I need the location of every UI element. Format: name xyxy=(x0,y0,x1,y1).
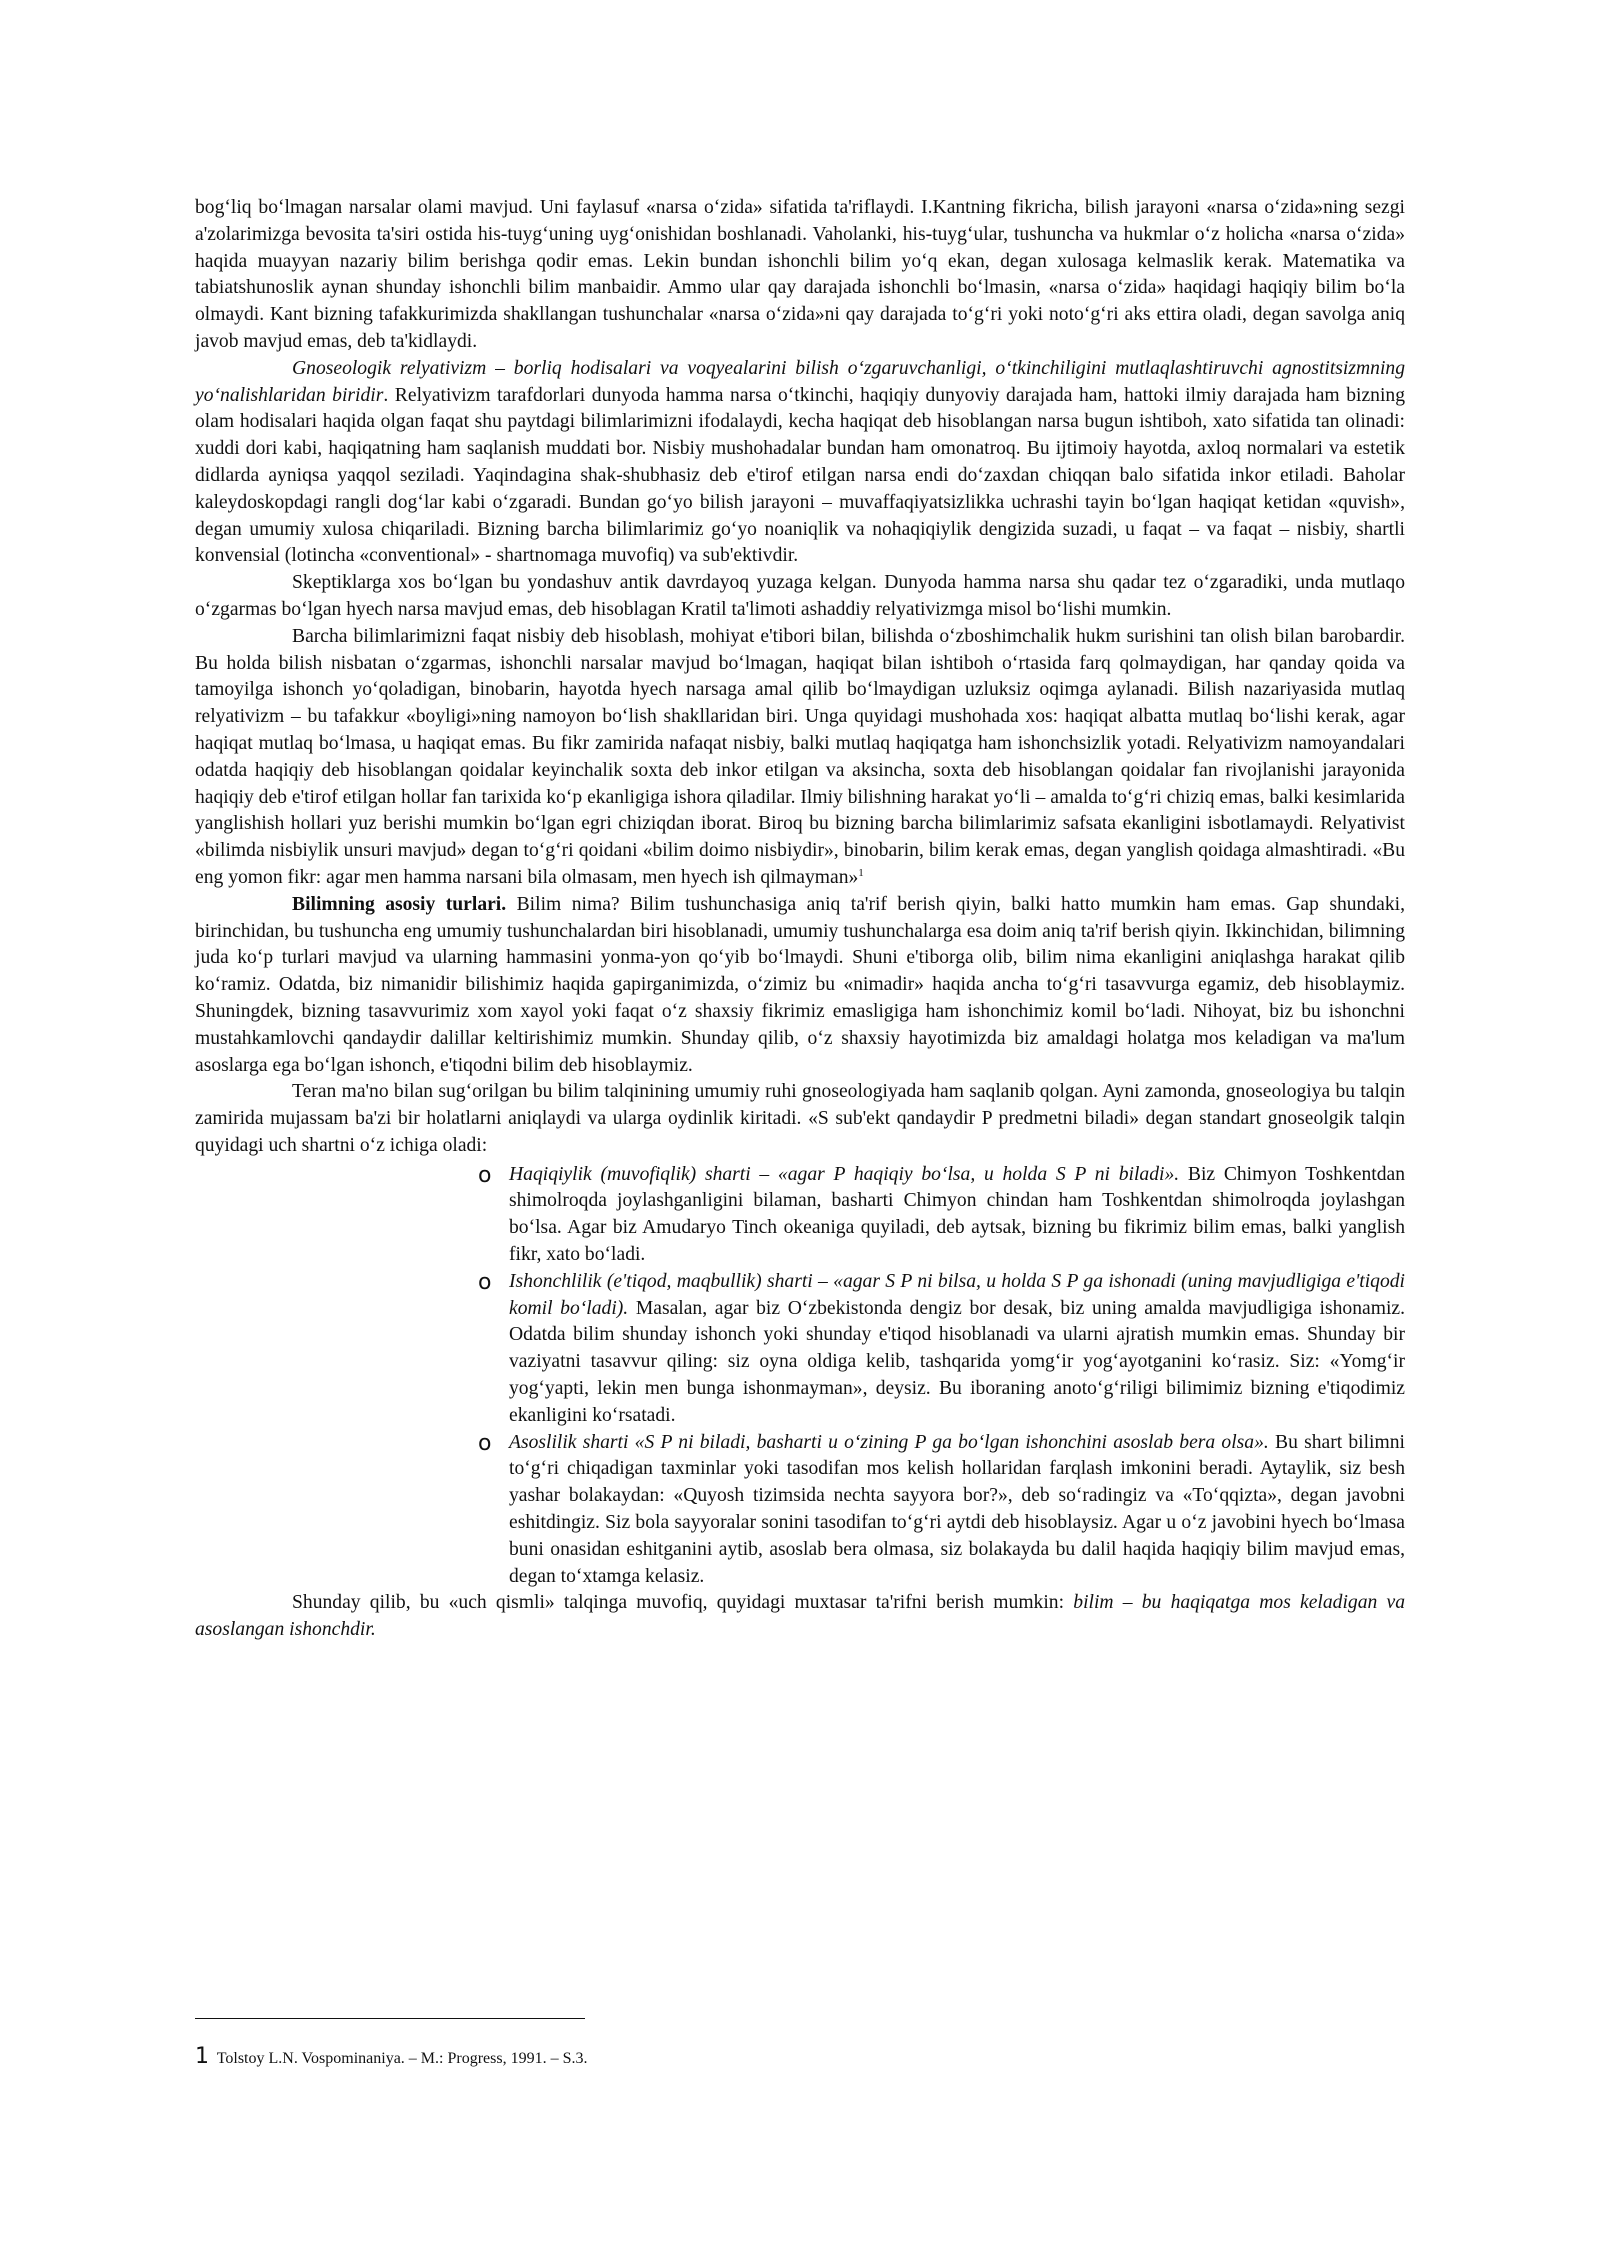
condition-text: Masalan, agar biz O‘zbekistonda dengiz bor desak, biz uning amalda mavjudligiga ishonamiz. Odatda bilim shunday ishonch yoki shunday e'tiqod hisoblanadi va ularni ajratish mumkin emas. Shunday bir vaziyatni tasavvur qiling: siz oyna oldiga kelib, tashqarida yomg‘ir yog‘ayotganini ko‘rasiz. Siz: «Yomg‘ir yog‘yapti, lekin men bunga ishonmayman», deysiz. Bu iboraning anoto‘g‘riligi bilimimiz bizning e'tiqodimiz ekanligini ko‘rsatadi. xyxy=(509,1297,1405,1426)
bullet-circle-icon: o xyxy=(478,1269,492,1295)
condition-text: Biz Chimyon Toshkentdan shimolroqda joylashganligini bilaman, basharti Chimyon chindan ham Toshkentdan shimolroqda joylashgan bo‘lsa. Agar biz Amudaryo Tinch okeaniga quyiladi, deb aytsak, bizning bu fikrimiz bilim emas, balki yanglish fikr, xato bo‘ladi. xyxy=(509,1163,1405,1266)
paragraph-definition xyxy=(195,1590,1405,1644)
bullet-circle-icon: o xyxy=(478,1430,492,1456)
footnote-number: 1 xyxy=(195,2044,209,2069)
paragraph-knowledge-types xyxy=(195,892,1405,1080)
paragraph-gnoseology: Teran ma'no bilan sug‘orilgan bu bilim talqinining umumiy ruhi gnoseologiyada ham saqlanib qolgan. Ayni zamonda, gnoseologiya bu talqin zamirida mujassam ba'zi bir holatlarni aniqlaydi va ularga oydinlik kiritadi. «S sub'ekt qandaydir P predmetni biladi» degan standart gnoseolgik talqin quyidagi uch shartni o‘z ichiga oladi: xyxy=(195,1081,1405,1156)
condition-text: Bu shart bilimni to‘g‘ri chiqadigan taxminlar yoki tasodifan mos kelish hollaridan farqlash imkonini beradi. Aytaylik, siz besh yashar bolakaydan: «Quyosh tizimsida nechta sayyora bor?», deb so‘radingiz va «To‘qqizta», degan javobni eshitdingiz. Siz bola sayyoralar sonini tasodifan to‘g‘ri aytdi deb hisoblaysiz. Agar u o‘z javobini hyech bo‘lmasa buni onasidan eshitganini aytib, asoslab bera olmasa, siz bolakayda bu dalil haqida haqiqiy bilim mavjud emas, degan to‘xtamga kelasiz. xyxy=(509,1431,1405,1587)
relativism-definition: Gnoseologik relyativizm – borliq hodisalari va voqyealarini bilish o‘zgaruvchanligi, o‘tkinchiligini mutlaqlashtiruvchi agnostitsizmning yo‘nalishlaridan biridir xyxy=(195,357,1405,406)
paragraph-kant: bog‘liq bo‘lmagan narsalar olami mavjud. Uni faylasuf «narsa o‘zida» sifatida ta'riflaydi. I.Kantning fikricha, bilish jarayoni «narsa o‘zida»ning sezgi a'zolarimizga bevosita ta'siri ostida his-tuyg‘uning uyg‘onishidan boshlanadi. Vaholanki, his-tuyg‘ular, tushuncha va hukmlar o‘z holicha «narsa o‘zida» haqida muayyan nazariy bilim berishga qodir emas. Lekin bundan ishonchli bilim yo‘q ekan, degan xulosaga kelmaslik kerak. Matematika va tabiatshunoslik aynan shunday ishonchli bilim manbaidir. Ammo ular qay darajada ishonchli bo‘lmasin, «narsa o‘zida» haqidagi haqiqiy bilim bo‘la olmaydi. Kant bizning tafakkurimizda shakllangan tushunchalar «narsa o‘zida»ni qay darajada to‘g‘ri yoki noto‘g‘ri aks ettira oladi, degan savolga aniq javob mavjud emas, deb ta'kidlaydi. xyxy=(195,197,1405,352)
list-item xyxy=(478,1430,1405,1591)
definition-lead: Shunday qilib, bu «uch qismli» talqinga muvofiq, quyidagi muxtasar ta'rifni berish mumkin: xyxy=(292,1592,1074,1614)
condition-title: Asoslilik sharti «S P ni biladi, basharti u o‘zining P ga bo‘lgan ishonchini asoslab bera olsa». xyxy=(509,1431,1269,1453)
footnote xyxy=(195,2046,1405,2070)
footnote-text: Tolstoy L.N. Vospominaniya. – M.: Progress, 1991. – S.3. xyxy=(216,2050,588,2067)
paragraph-absolute-relativism xyxy=(195,624,1405,892)
section-heading: Bilimning asosiy turlari. xyxy=(292,893,507,915)
list-item xyxy=(478,1162,1405,1269)
knowledge-types-text: Bilim nima? Bilim tushunchasiga aniq ta'rif berish qiyin, balki hatto mumkin ham emas. Gap shundaki, birinchidan, bu tushuncha eng umumiy tushunchalardan biri hisoblanadi, umumiy tushunchalarga esa doim aniq ta'rif berish qiyin. Ikkinchidan, bilimning juda ko‘p turlari mavjud va ularning hammasini yonma-yon qo‘yib bo‘lmaydi. Shuni e'tiborga olib, bilim nima ekanligini aniqlashga harakat qilib ko‘ramiz. Odatda, biz nimanidir bilishimiz haqida gapirganimizda, o‘zimiz bu «nimadir» haqida ancha to‘g‘ri tasavvurga egamiz, deb hisoblaymiz. Shuningdek, bizning tasavvurimiz xom xayol yoki faqat o‘z shaxsiy fikrimiz emasligiga ham ishonchimiz komil bo‘ladi. Nihoyat, biz bu ishonchni mustahkamlovchi qandaydir dalillar keltirishimiz mumkin. Shunday qilib, o‘z shaxsiy hayotimizda biz amaldagi holatga mos keladigan va ma'lum asoslarga ega bo‘lgan ishonch, e'tiqodni bilim deb hisoblaymiz. xyxy=(195,893,1405,1076)
bullet-circle-icon: o xyxy=(478,1162,492,1188)
condition-title: Haqiqiylik (muvofiqlik) sharti – «agar P haqiqiy bo‘lsa, u holda S P ni biladi». xyxy=(509,1163,1180,1185)
footnote-reference[interactable]: 1 xyxy=(858,866,864,879)
absolute-relativism-text: Barcha bilimlarimizni faqat nisbiy deb hisoblash, mohiyat e'tibori bilan, bilishda o‘zboshimchalik hukm surishini tan olish bilan barobardir. Bu holda bilish nisbatan o‘zgarmas, ishonchli narsalar mavjud bo‘lmagan, haqiqat bilan ishtiboh o‘rtasida farq qolmaydigan, har qanday qoida va tamoyilga ishonch yo‘qoladigan, binobarin, hayotda hyech narsaga amal qilib bo‘lmaydigan uzluksiz oqimga aylanadi. Bilish nazariyasida mutlaq relyativizm – bu tafakkur «boyligi»ning namoyon bo‘lish shakllaridan biri. Unga quyidagi mushohada xos: haqiqat albatta mutlaq bo‘lishi kerak, agar haqiqat mutlaq bo‘lmasa, u haqiqat emas. Bu fikr zamirida nafaqat nisbiy, balki mutlaq haqiqatga ham ishonchsizlik yotadi. Relyativizm namoyandalari odatda haqiqiy deb hisoblangan qoidalar keyinchalik soxta deb inkor etilgan va aksincha, soxta deb hisoblangan qoidalar fan rivojlanishi jarayonida haqiqiy deb e'tirof etilgan hollar fan tarixida ko‘p ekanligiga ishora qiladilar. Ilmiy bilishning harakat yo‘li – amalda to‘g‘ri chiziq emas, balki kesimlarida yanglishish hollari yuz berishi mumkin bo‘lgan egri chiziqdan iborat. Biroq bu bizning barcha bilimlarimiz safsata ekanligini isbotlamaydi. Relyativist «bilimda nisbiylik unsuri mavjud» degan to‘g‘ri qoidani «bilim doimo nisbiydir», binobarin, bilim kerak emas, degan yanglish qoidaga almashtiradi. «Bu eng yomon fikr: agar men hamma narsani bila olmasam, men hyech ish qilmayman» xyxy=(195,625,1405,888)
paragraph-relativism xyxy=(195,356,1405,570)
paragraph-skeptics: Skeptiklarga xos bo‘lgan bu yondashuv antik davrdayoq yuzaga kelgan. Dunyoda hamma narsa shu qadar tez o‘zgaradiki, unda mutlaqo o‘zgarmas bo‘lgan hyech narsa mavjud emas, deb hisoblagan Kratil ta'limoti ashaddiy relyativizmga misol bo‘lishi mumkin. xyxy=(195,572,1405,620)
relativism-text: . Relyativizm tarafdorlari dunyoda hamma narsa o‘tkinchi, haqiqiy dunyoviy darajada ham, hattoki ilmiy darajada ham bizning olam hodisalari haqida olgan faqat shu paytdagi bilimlarimizni ifodalaydi, kecha haqiqat deb hisoblangan narsa bugun ishtiboh, xato sifatida tan olinadi: xuddi dori kabi, haqiqatning ham saqlanish muddati bor. Nisbiy mushohadalar bundan ham omonatroq. Bu ijtimoiy hayotda, axloq normalari va estetik didlarda ayniqsa yaqqol seziladi. Yaqindagina shak-shubhasiz deb e'tirof etilgan narsa endi do‘zaxdan chiqqan balo sifatida inkor etiladi. Baholar kaleydoskopdagi rangli dog‘lar kabi o‘zgaradi. Bundan go‘yo bilish jarayoni – muvaffaqiyatsizlikka uchrashi tayin bo‘lgan haqiqat ketidan «quvish», degan umumiy xulosa chiqariladi. Bizning barcha bilimlarimiz go‘yo noaniqlik va nohaqiqiylik dengizida suzadi, u faqat – va faqat – nisbiy, shartli konvensial (lotincha «conventional» - shartnomaga muvofiq) va sub'ektivdir. xyxy=(195,384,1405,567)
condition-title: Ishonchlilik (e'tiqod, maqbullik) sharti – «agar S P ni bilsa, u holda S P ga ishonadi (uning mavjudligiga e'tiqodi komil bo‘ladi). xyxy=(509,1270,1405,1319)
footnote-separator xyxy=(195,2018,585,2019)
list-item xyxy=(478,1269,1405,1430)
knowledge-definition: bilim – bu haqiqatga mos keladigan va asoslangan ishonchdir. xyxy=(195,1592,1405,1641)
conditions-list xyxy=(195,1162,1405,1591)
document-page xyxy=(195,195,1405,1644)
